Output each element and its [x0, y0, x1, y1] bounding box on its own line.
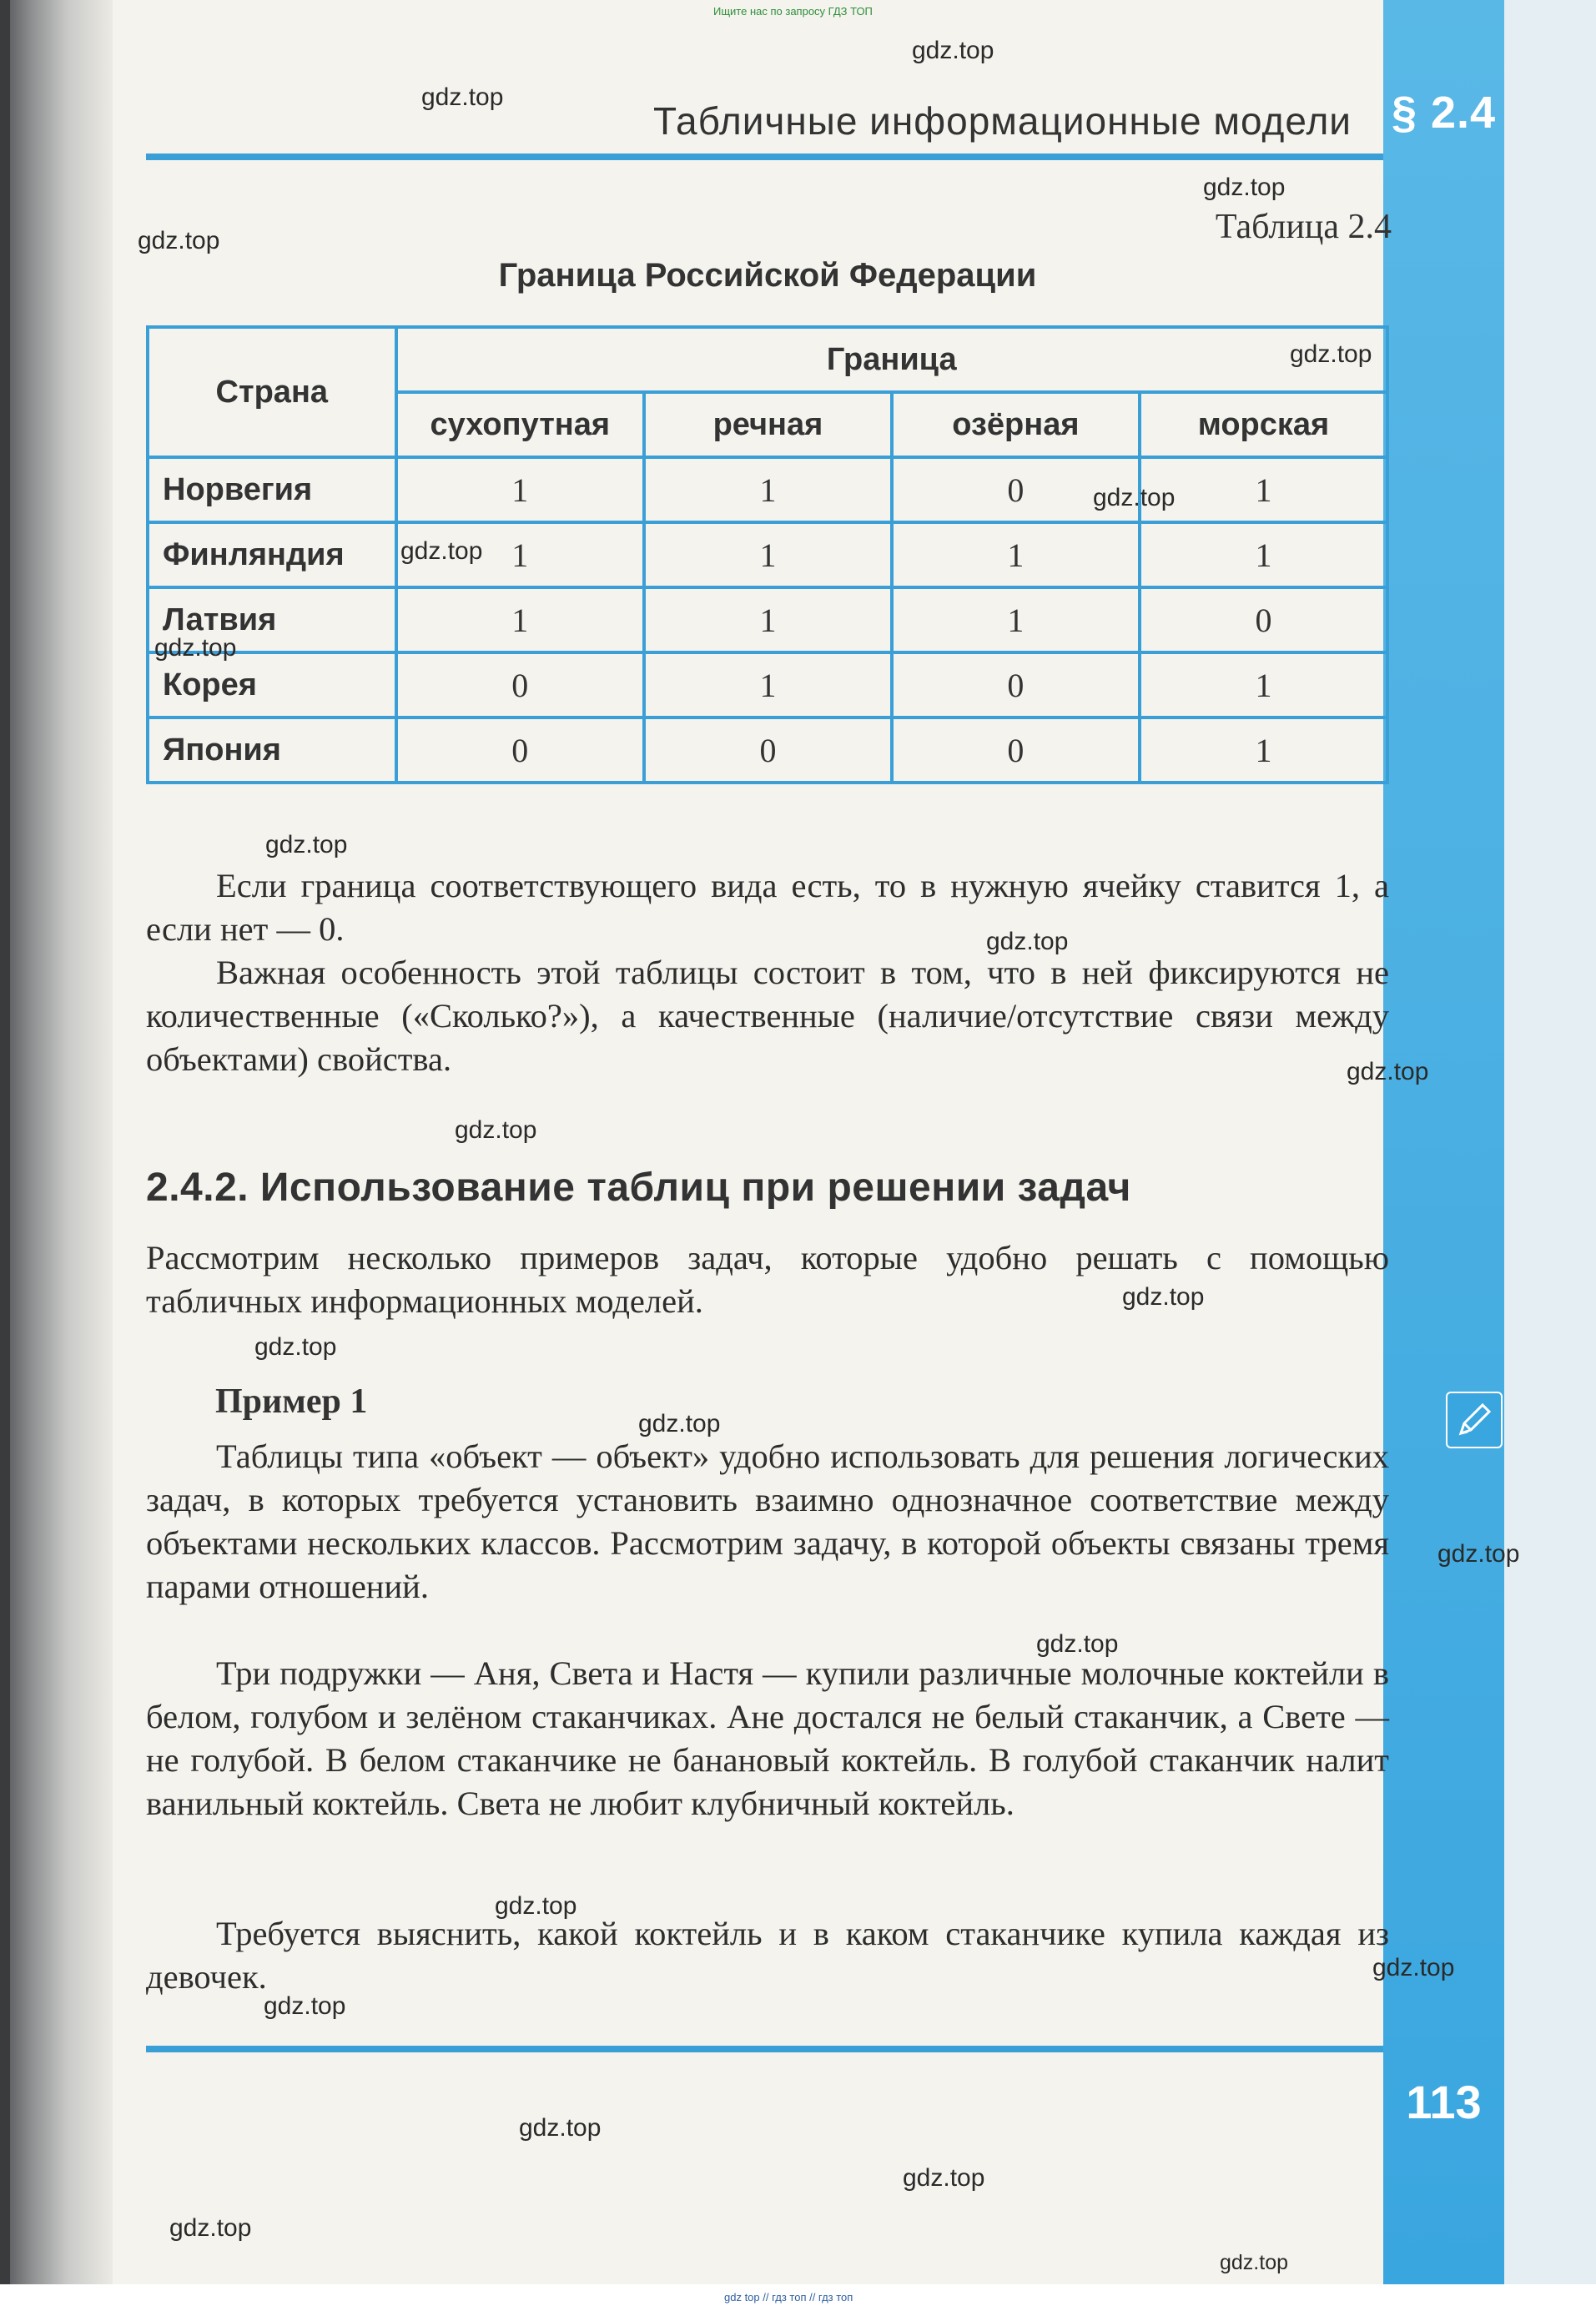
right-margin-bar [1383, 0, 1504, 2284]
row-cell: 0 [1140, 587, 1387, 652]
row-cell: 1 [1140, 652, 1387, 717]
row-cell: 1 [892, 587, 1140, 652]
row-cell: 1 [396, 587, 644, 652]
table-row [148, 587, 1387, 652]
row-cell: 1 [644, 522, 892, 587]
watermark-text: gdz.top [154, 634, 237, 662]
watermark-text: gdz.top [138, 227, 220, 254]
row-cell: 0 [892, 457, 1140, 522]
watermark-text: gdz.top [254, 1333, 337, 1361]
watermark-text: gdz.top [495, 1892, 577, 1920]
watermark-text: gdz.top [1203, 174, 1286, 201]
table-row [148, 457, 1387, 522]
watermark-text: gdz.top [400, 537, 483, 565]
table-row [148, 717, 1387, 783]
border-table [146, 325, 1389, 784]
paragraph-intro-examples: Рассмотрим несколько примеров задач, которые удобно решать с помощью табличных информационных моделей. [146, 1239, 1389, 1320]
header-col-river: речная [644, 392, 892, 457]
watermark-text: gdz.top [421, 83, 504, 111]
section-subheading: 2.4.2. Использование таблиц при решении задач [146, 1166, 1131, 1210]
paragraph-object-object: Таблицы типа «объект — объект» удобно использовать для решения логических задач, в которых требуется установить взаимно однозначное соответствие между объектами нескольких классов. Рассмотрим задачу, в которой объекты связаны тремя парами отношений. [146, 1437, 1389, 1605]
watermark-text: gdz.top [1093, 484, 1176, 511]
header-border-group: Граница [396, 327, 1387, 392]
watermark-text: gdz.top [1220, 2251, 1289, 2274]
table-row [148, 522, 1387, 587]
watermark-text: gdz.top [1372, 1954, 1455, 1981]
row-cell: 0 [892, 717, 1140, 783]
watermark-text: gdz.top [169, 2214, 252, 2242]
row-cell: 0 [396, 652, 644, 717]
watermark-text: gdz.top [1122, 1283, 1205, 1311]
row-country: Финляндия [148, 522, 396, 587]
paragraph-problem-statement: Три подружки — Аня, Света и Настя — купили различные молочные коктейли в белом, голубом и зелёном стаканчиках. Ане достался не белый стаканчик, а Свете — не голубой. В белом стаканчике не банановый коктейль. В голубой стаканчик налит ванильный коктейль. Света не любит клубничный коктейль. [146, 1654, 1389, 1822]
table-title: Граница Российской Федерации [498, 257, 1037, 294]
row-country: Япония [148, 717, 396, 783]
footer-rule [146, 2046, 1383, 2052]
watermark-text: gdz.top [1347, 1058, 1429, 1085]
row-cell: 1 [1140, 457, 1387, 522]
watermark-text: gdz.top [986, 928, 1069, 955]
bottom-notice: gdz top // гдз топ // гдз топ [724, 2291, 853, 2303]
row-cell: 0 [644, 717, 892, 783]
paragraph-question: Требуется выяснить, какой коктейль и в каком стаканчике купила каждая из девочек. [146, 1915, 1389, 1996]
paragraph-table-feature: Важная особенность этой таблицы состоит в том, что в ней фиксируются не количественные («Сколько?»), а качественные (наличие/отсутствие связи между объектами) свойства. [146, 954, 1389, 1078]
right-page-edge [1504, 0, 1596, 2284]
watermark-text: gdz.top [519, 2114, 602, 2142]
row-cell: 1 [1140, 522, 1387, 587]
page-number: 113 [1406, 2076, 1482, 2128]
watermark-text: gdz.top [1437, 1540, 1520, 1568]
watermark-text: gdz.top [1036, 1630, 1119, 1658]
watermark-text: gdz.top [455, 1116, 537, 1144]
header-col-lake: озёрная [892, 392, 1140, 457]
row-cell: 1 [892, 522, 1140, 587]
row-country: Норвегия [148, 457, 396, 522]
row-cell: 0 [396, 717, 644, 783]
watermark-text: gdz.top [638, 1410, 721, 1437]
watermark-text: gdz.top [1290, 340, 1372, 368]
row-country: Корея [148, 652, 396, 717]
table-row [148, 652, 1387, 717]
row-cell: 1 [644, 652, 892, 717]
row-cell: 1 [1140, 717, 1387, 783]
row-country: Латвия [148, 587, 396, 652]
header-col-sea: морская [1140, 392, 1387, 457]
example-heading: Пример 1 [215, 1382, 368, 1421]
row-cell: 1 [396, 522, 644, 587]
running-header-title: Табличные информационные модели [652, 99, 1352, 143]
watermark-text: gdz.top [264, 1992, 346, 2020]
watermark-text: gdz.top [265, 831, 348, 858]
page-binding-shadow [0, 0, 113, 2311]
paragraph-marking-rule: Если граница соответствующего вида есть, то в нужную ячейку ставится 1, а если нет — 0. [146, 867, 1389, 948]
pencil-icon [1446, 1392, 1503, 1448]
table-caption: Таблица 2.4 [1215, 208, 1392, 246]
row-cell: 0 [892, 652, 1140, 717]
top-search-notice: Ищите нас по запросу ГДЗ ТОП [713, 5, 873, 18]
watermark-text: gdz.top [903, 2164, 985, 2192]
section-number-tab: § 2.4 [1391, 88, 1497, 138]
watermark-text: gdz.top [912, 37, 994, 64]
header-col-land: сухопутная [396, 392, 644, 457]
header-country: Страна [148, 327, 396, 457]
row-cell: 1 [644, 457, 892, 522]
row-cell: 1 [396, 457, 644, 522]
row-cell: 1 [644, 587, 892, 652]
header-rule [146, 154, 1383, 160]
page-binding-edge [0, 0, 10, 2311]
